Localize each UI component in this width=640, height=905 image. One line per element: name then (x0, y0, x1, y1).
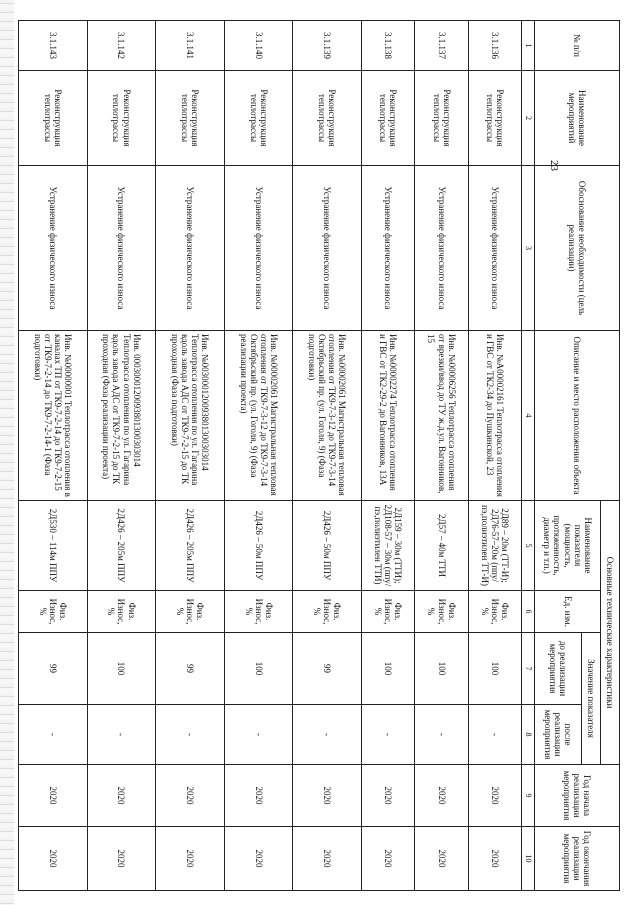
col-number: 3 (522, 166, 535, 331)
cell-before: 100 (362, 633, 415, 705)
cell-reason: Устранение физического износа (87, 166, 156, 331)
cell-unit: Физ. Износ, % (19, 591, 88, 633)
col-number: 10 (522, 827, 535, 891)
cell-reason: Устранение физического износа (19, 166, 88, 331)
cell-start: 2020 (468, 765, 521, 827)
cell-end: 2020 (468, 827, 521, 891)
cell-start: 2020 (362, 765, 415, 827)
cell-unit: Физ. Износ, % (468, 591, 521, 633)
page-number: 23 (548, 160, 560, 171)
cell-desc: Инв. №003000120093801300303014 Теплотрасса отопления по ул. Гагарина вдоль завода АДС от ТК9-7-2-15 до ТК проходная (Фаза подготовки) (156, 331, 225, 501)
cell-desc: Инв. №00006256 Теплотрасса отопления от врезки/ввод до ТУ ж.д.ул. Вагонников, 15 (415, 331, 468, 501)
cell-indicator: 2Д426 – 50м ППУ (224, 501, 293, 591)
header-start: Год начала реализации мероприятия (535, 765, 620, 827)
cell-reason: Устранение физического износа (415, 166, 468, 331)
cell-indicator: 2Д426 – 205м ППУ (87, 501, 156, 591)
cell-end: 2020 (415, 827, 468, 891)
cell-num: 3.1.139 (293, 21, 362, 71)
cell-after: - (293, 705, 362, 765)
cell-name: Реконструкция теплотрассы (293, 71, 362, 166)
header-end: Год окончания реализации мероприятия (535, 827, 620, 891)
cell-num: 3.1.143 (19, 21, 88, 71)
cell-indicator: 2Д530 – 114м ППУ (19, 501, 88, 591)
cell-end: 2020 (87, 827, 156, 891)
scan-edge (0, 0, 14, 905)
cell-start: 2020 (156, 765, 225, 827)
cell-desc: Инв. №00000001 Теплотрасса отопления в каналах ТП от ТК9-7-2-14 до ТК9-7-2-15 от ТК9-7-2-14 до ТК9-7-2-14-1 (Фаза подготовки) (19, 331, 88, 501)
cell-indicator: 2Д89 – 20м (ТТ-И); 2Д76-57–20м (ппу/пэ,полиэтилен ТТ-И) (468, 501, 521, 591)
cell-indicator: 2Д57 – 40м ТТИ (415, 501, 468, 591)
header-before: до реализации мероприятия (535, 633, 582, 705)
cell-after: - (362, 705, 415, 765)
column-number-row (522, 21, 535, 891)
table-header (522, 21, 620, 891)
col-number: 8 (522, 705, 535, 765)
cell-before: 100 (415, 633, 468, 705)
cell-unit: Физ. Износ, % (415, 591, 468, 633)
cell-indicator: 2Д426 – 205м ППУ (156, 501, 225, 591)
col-number: 1 (522, 21, 535, 71)
cell-unit: Физ. Износ, % (362, 591, 415, 633)
cell-after: - (468, 705, 521, 765)
cell-desc: Инв. №А00002161 Теплотрасса отопления и ГВС от ТК2-34 до Пушкинской, 23 (468, 331, 521, 501)
table-row (19, 21, 88, 891)
cell-desc: Инв. №00002274 Теплотрасса отопления и ГВС от ТК2-29-2 до Вагонников, 13А (362, 331, 415, 501)
cell-end: 2020 (293, 827, 362, 891)
cell-reason: Устранение физического износа (293, 166, 362, 331)
col-number: 9 (522, 765, 535, 827)
cell-num: 3.1.140 (224, 21, 293, 71)
table-row (415, 21, 468, 891)
header-desc: Описание и место расположения объекта (535, 331, 620, 501)
cell-name: Реконструкция теплотрассы (19, 71, 88, 166)
cell-unit: Физ. Износ, % (293, 591, 362, 633)
cell-start: 2020 (415, 765, 468, 827)
header-indicator: Наименование показателя (мощность, протяженность, диаметр и т.п.) (535, 501, 601, 591)
cell-end: 2020 (19, 827, 88, 891)
table-row (362, 21, 415, 891)
table-row (87, 21, 156, 891)
cell-reason: Устранение физического износа (468, 166, 521, 331)
cell-before: 100 (224, 633, 293, 705)
cell-after: - (224, 705, 293, 765)
cell-before: 99 (19, 633, 88, 705)
cell-num: 3.1.136 (468, 21, 521, 71)
header-reason: Обоснование необходимости (цель реализации) (535, 166, 620, 331)
col-number: 6 (522, 591, 535, 633)
header-name: Наименование мероприятий (535, 71, 620, 166)
cell-end: 2020 (224, 827, 293, 891)
cell-start: 2020 (87, 765, 156, 827)
cell-after: - (415, 705, 468, 765)
table-row (156, 21, 225, 891)
header-num: № п/п (535, 21, 620, 71)
rotated-table-container (32, 20, 620, 890)
cell-name: Реконструкция теплотрассы (156, 71, 225, 166)
cell-num: 3.1.137 (415, 21, 468, 71)
cell-indicator: 2Д159 – 30м (ТТИ); 2Д108-57 – 30м (ппу/пэ,полиэтилен ТТИ) (362, 501, 415, 591)
cell-desc: Инв. №00002061 Магистральная тепловая отопления от ТК9-7-3-12 до ТК9-7-3-14 Октябрьский пр. (ул. Гоголя, 9) (Фаза подготовки) (293, 331, 362, 501)
col-number: 5 (522, 501, 535, 591)
cell-unit: Физ. Износ, % (156, 591, 225, 633)
cell-before: 99 (293, 633, 362, 705)
cell-start: 2020 (293, 765, 362, 827)
col-number: 2 (522, 71, 535, 166)
header-unit: Ед. изм. (535, 591, 601, 633)
header-tech-group: Основные технические характеристики (601, 501, 620, 765)
cell-name: Реконструкция теплотрассы (468, 71, 521, 166)
cell-reason: Устранение физического износа (156, 166, 225, 331)
cell-before: 99 (156, 633, 225, 705)
cell-unit: Физ. Износ, % (224, 591, 293, 633)
cell-before: 100 (87, 633, 156, 705)
table-row (224, 21, 293, 891)
cell-end: 2020 (362, 827, 415, 891)
cell-after: - (156, 705, 225, 765)
col-number: 4 (522, 331, 535, 501)
cell-reason: Устранение физического износа (224, 166, 293, 331)
cell-indicator: 2Д426 – 50м ППУ (293, 501, 362, 591)
cell-after: - (87, 705, 156, 765)
cell-name: Реконструкция теплотрассы (415, 71, 468, 166)
cell-num: 3.1.142 (87, 21, 156, 71)
cell-name: Реконструкция теплотрассы (87, 71, 156, 166)
col-number: 7 (522, 633, 535, 705)
header-after: после реализации мероприятия (535, 705, 582, 765)
cell-name: Реконструкция теплотрассы (362, 71, 415, 166)
cell-num: 3.1.141 (156, 21, 225, 71)
cell-start: 2020 (224, 765, 293, 827)
cell-num: 3.1.138 (362, 21, 415, 71)
cell-name: Реконструкция теплотрассы (224, 71, 293, 166)
table-row (468, 21, 521, 891)
table-body (19, 21, 522, 891)
cell-unit: Физ. Износ, % (87, 591, 156, 633)
cell-before: 100 (468, 633, 521, 705)
measures-table (18, 20, 620, 891)
cell-desc: Инв. №00002061 Магистральная тепловая отопления от ТК9-7-3-12 до ТК9-7-3-14 Октябрьский пр. (ул. Гоголя, 9) (Фаза реализации проекта) (224, 331, 293, 501)
cell-start: 2020 (19, 765, 88, 827)
header-values-group: Значение показателя (582, 633, 601, 765)
cell-after: - (19, 705, 88, 765)
cell-end: 2020 (156, 827, 225, 891)
table-row (293, 21, 362, 891)
cell-reason: Устранение физического износа (362, 166, 415, 331)
cell-desc: Инв. 0003000120093801300303014 Теплотрасса отопления по ул. Гагарина вдоль завода АДС от ТК9-7-2-15 до ТК проходная (Фаза реализации проекта) (87, 331, 156, 501)
